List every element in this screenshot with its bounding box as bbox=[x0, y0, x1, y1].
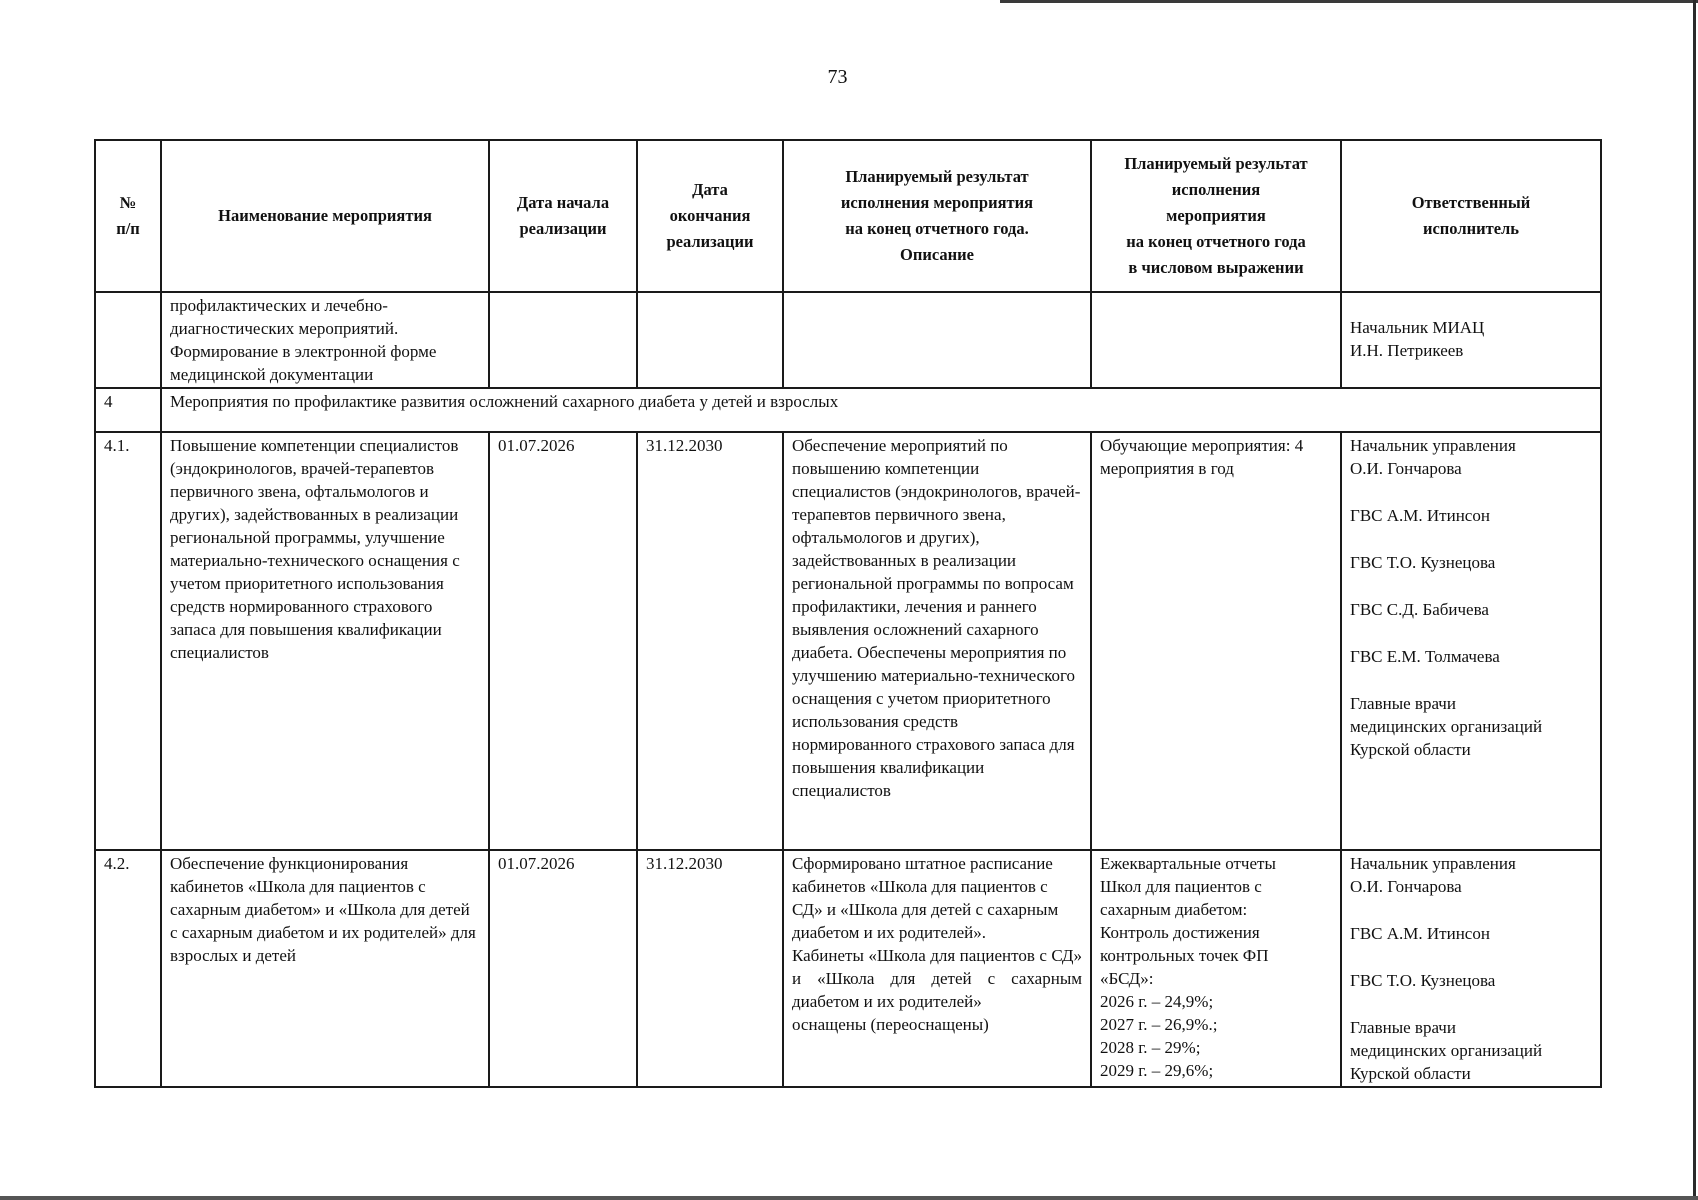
responsible-spacer bbox=[1350, 574, 1592, 598]
responsible-line: ГВС Т.О. Кузнецова bbox=[1350, 971, 1496, 990]
header-result-numeric: Планируемый результат исполнения мероприятия на конец отчетного года в числовом выражении bbox=[1091, 140, 1341, 292]
header-name: Наименование мероприятия bbox=[161, 140, 489, 292]
responsible-spacer bbox=[1350, 898, 1592, 922]
responsible-line: ГВС Т.О. Кузнецова bbox=[1350, 553, 1496, 572]
cell-num: 4.1. bbox=[95, 432, 161, 850]
result-numeric-line: 2027 г. – 26,9%.; bbox=[1100, 1015, 1218, 1034]
table-header-row bbox=[95, 140, 1601, 292]
cell-result-description: Обеспечение мероприятий по повышению компетенции специалистов (эндокринологов, врачей-терапевтов первичного звена, офтальмологов и других), задействованных в реализации региональной программы по вопросам профилактики, лечения и раннего выявления осложнений сахарного диабета. Обеспечены мероприятия по улучшению материально-технического оснащения с учетом приоритетного использования средств нормированного страхового запаса для повышения квалификации специалистов bbox=[783, 432, 1091, 850]
cell-result-description bbox=[783, 292, 1091, 388]
responsible-line: медицинских организаций bbox=[1350, 1041, 1543, 1060]
responsible-line: ГВС А.М. Итинсон bbox=[1350, 506, 1490, 525]
responsible-spacer bbox=[1350, 668, 1592, 692]
cell-result-numeric: Обучающие мероприятия: 4 мероприятия в год bbox=[1091, 432, 1341, 850]
responsible-spacer bbox=[1350, 992, 1592, 1016]
result-numeric-line: 2026 г. – 24,9%; bbox=[1100, 992, 1214, 1011]
header-responsible: Ответственный исполнитель bbox=[1341, 140, 1601, 292]
responsible-line: Начальник МИАЦ bbox=[1350, 318, 1485, 337]
cell-start: 01.07.2026 bbox=[489, 432, 637, 850]
cell-result-numeric bbox=[1091, 850, 1341, 1087]
result-numeric-line: контрольных точек ФП bbox=[1100, 946, 1269, 965]
responsible-line: Начальник управления bbox=[1350, 854, 1516, 873]
cell-end bbox=[637, 292, 783, 388]
cell-num: 4.2. bbox=[95, 850, 161, 1087]
responsible-line: Главные врачи bbox=[1350, 694, 1456, 713]
cell-name: профилактических и лечебно-диагностических мероприятий. Формирование в электронной форме медицинской документации bbox=[161, 292, 489, 388]
result-numeric-line: Контроль достижения bbox=[1100, 923, 1260, 942]
scan-edge-bottom bbox=[0, 1196, 1698, 1200]
result-desc-part: оснащены (переоснащены) bbox=[792, 1015, 989, 1034]
responsible-line: Курской области bbox=[1350, 740, 1471, 759]
cell-end: 31.12.2030 bbox=[637, 432, 783, 850]
header-start-date: Дата начала реализации bbox=[489, 140, 637, 292]
result-numeric-line: Ежеквартальные отчеты bbox=[1100, 854, 1276, 873]
responsible-spacer bbox=[1350, 945, 1592, 969]
cell-start bbox=[489, 292, 637, 388]
responsible-line: ГВС Е.М. Толмачева bbox=[1350, 647, 1500, 666]
table-row-4-1 bbox=[95, 432, 1601, 850]
cell-responsible bbox=[1341, 292, 1601, 388]
responsible-line: Курской области bbox=[1350, 1064, 1471, 1083]
header-result-description: Планируемый результат исполнения мероприятия на конец отчетного года. Описание bbox=[783, 140, 1091, 292]
plan-table bbox=[94, 139, 1602, 1088]
responsible-line: медицинских организаций bbox=[1350, 717, 1543, 736]
cell-result-numeric bbox=[1091, 292, 1341, 388]
responsible-line: О.И. Гончарова bbox=[1350, 459, 1462, 478]
responsible-line: О.И. Гончарова bbox=[1350, 877, 1462, 896]
responsible-spacer bbox=[1350, 621, 1592, 645]
section-title: Мероприятия по профилактике развития осложнений сахарного диабета у детей и взрослых bbox=[161, 388, 1601, 432]
result-numeric-line: 2028 г. – 29%; bbox=[1100, 1038, 1201, 1057]
cell-name: Повышение компетенции специалистов (эндокринологов, врачей-терапевтов первичного звена, офтальмологов и других), задействованных в реализации региональной программы, улучшение материально-технического оснащения с учетом приоритетного использования средств нормированного страхового запаса для повышения квалификации специалистов bbox=[161, 432, 489, 850]
cell-start: 01.07.2026 bbox=[489, 850, 637, 1087]
table-row-continuation bbox=[95, 292, 1601, 388]
header-end-date: Дата окончания реализации bbox=[637, 140, 783, 292]
result-desc-part: Сформировано штатное расписание кабинетов «Школа для пациентов с СД» и «Школа для детей с сахарным диабетом и их родителей». bbox=[792, 854, 1059, 942]
table-section-row bbox=[95, 388, 1601, 432]
table-row-4-2 bbox=[95, 850, 1601, 1087]
responsible-line: ГВС С.Д. Бабичева bbox=[1350, 600, 1489, 619]
cell-result-description bbox=[783, 850, 1091, 1087]
result-numeric-line: «БСД»: bbox=[1100, 969, 1154, 988]
responsible-line: Главные врачи bbox=[1350, 1018, 1456, 1037]
section-num: 4 bbox=[95, 388, 161, 432]
scan-edge-right bbox=[1693, 0, 1696, 1200]
responsible-line: И.Н. Петрикеев bbox=[1350, 341, 1464, 360]
result-numeric-line: Школ для пациентов с bbox=[1100, 877, 1262, 896]
responsible-spacer bbox=[1350, 527, 1592, 551]
responsible-spacer bbox=[1350, 480, 1592, 504]
responsible-line: Начальник управления bbox=[1350, 436, 1516, 455]
result-numeric-line: сахарным диабетом: bbox=[1100, 900, 1248, 919]
header-num: № п/п bbox=[95, 140, 161, 292]
cell-responsible bbox=[1341, 432, 1601, 850]
scan-edge-top bbox=[1000, 0, 1698, 3]
cell-num bbox=[95, 292, 161, 388]
cell-name: Обеспечение функционирования кабинетов «Школа для пациентов с сахарным диабетом» и «Школа для детей с сахарным диабетом и их родителей» для взрослых и детей bbox=[161, 850, 489, 1087]
page-number: 73 bbox=[827, 66, 848, 88]
cell-end: 31.12.2030 bbox=[637, 850, 783, 1087]
result-desc-part: Кабинеты «Школа для пациентов с СД» и «Школа для детей с сахарным диабетом и их родителей» bbox=[792, 946, 1082, 1011]
result-numeric-line: 2029 г. – 29,6%; bbox=[1100, 1061, 1214, 1080]
responsible-line: ГВС А.М. Итинсон bbox=[1350, 924, 1490, 943]
cell-responsible bbox=[1341, 850, 1601, 1087]
